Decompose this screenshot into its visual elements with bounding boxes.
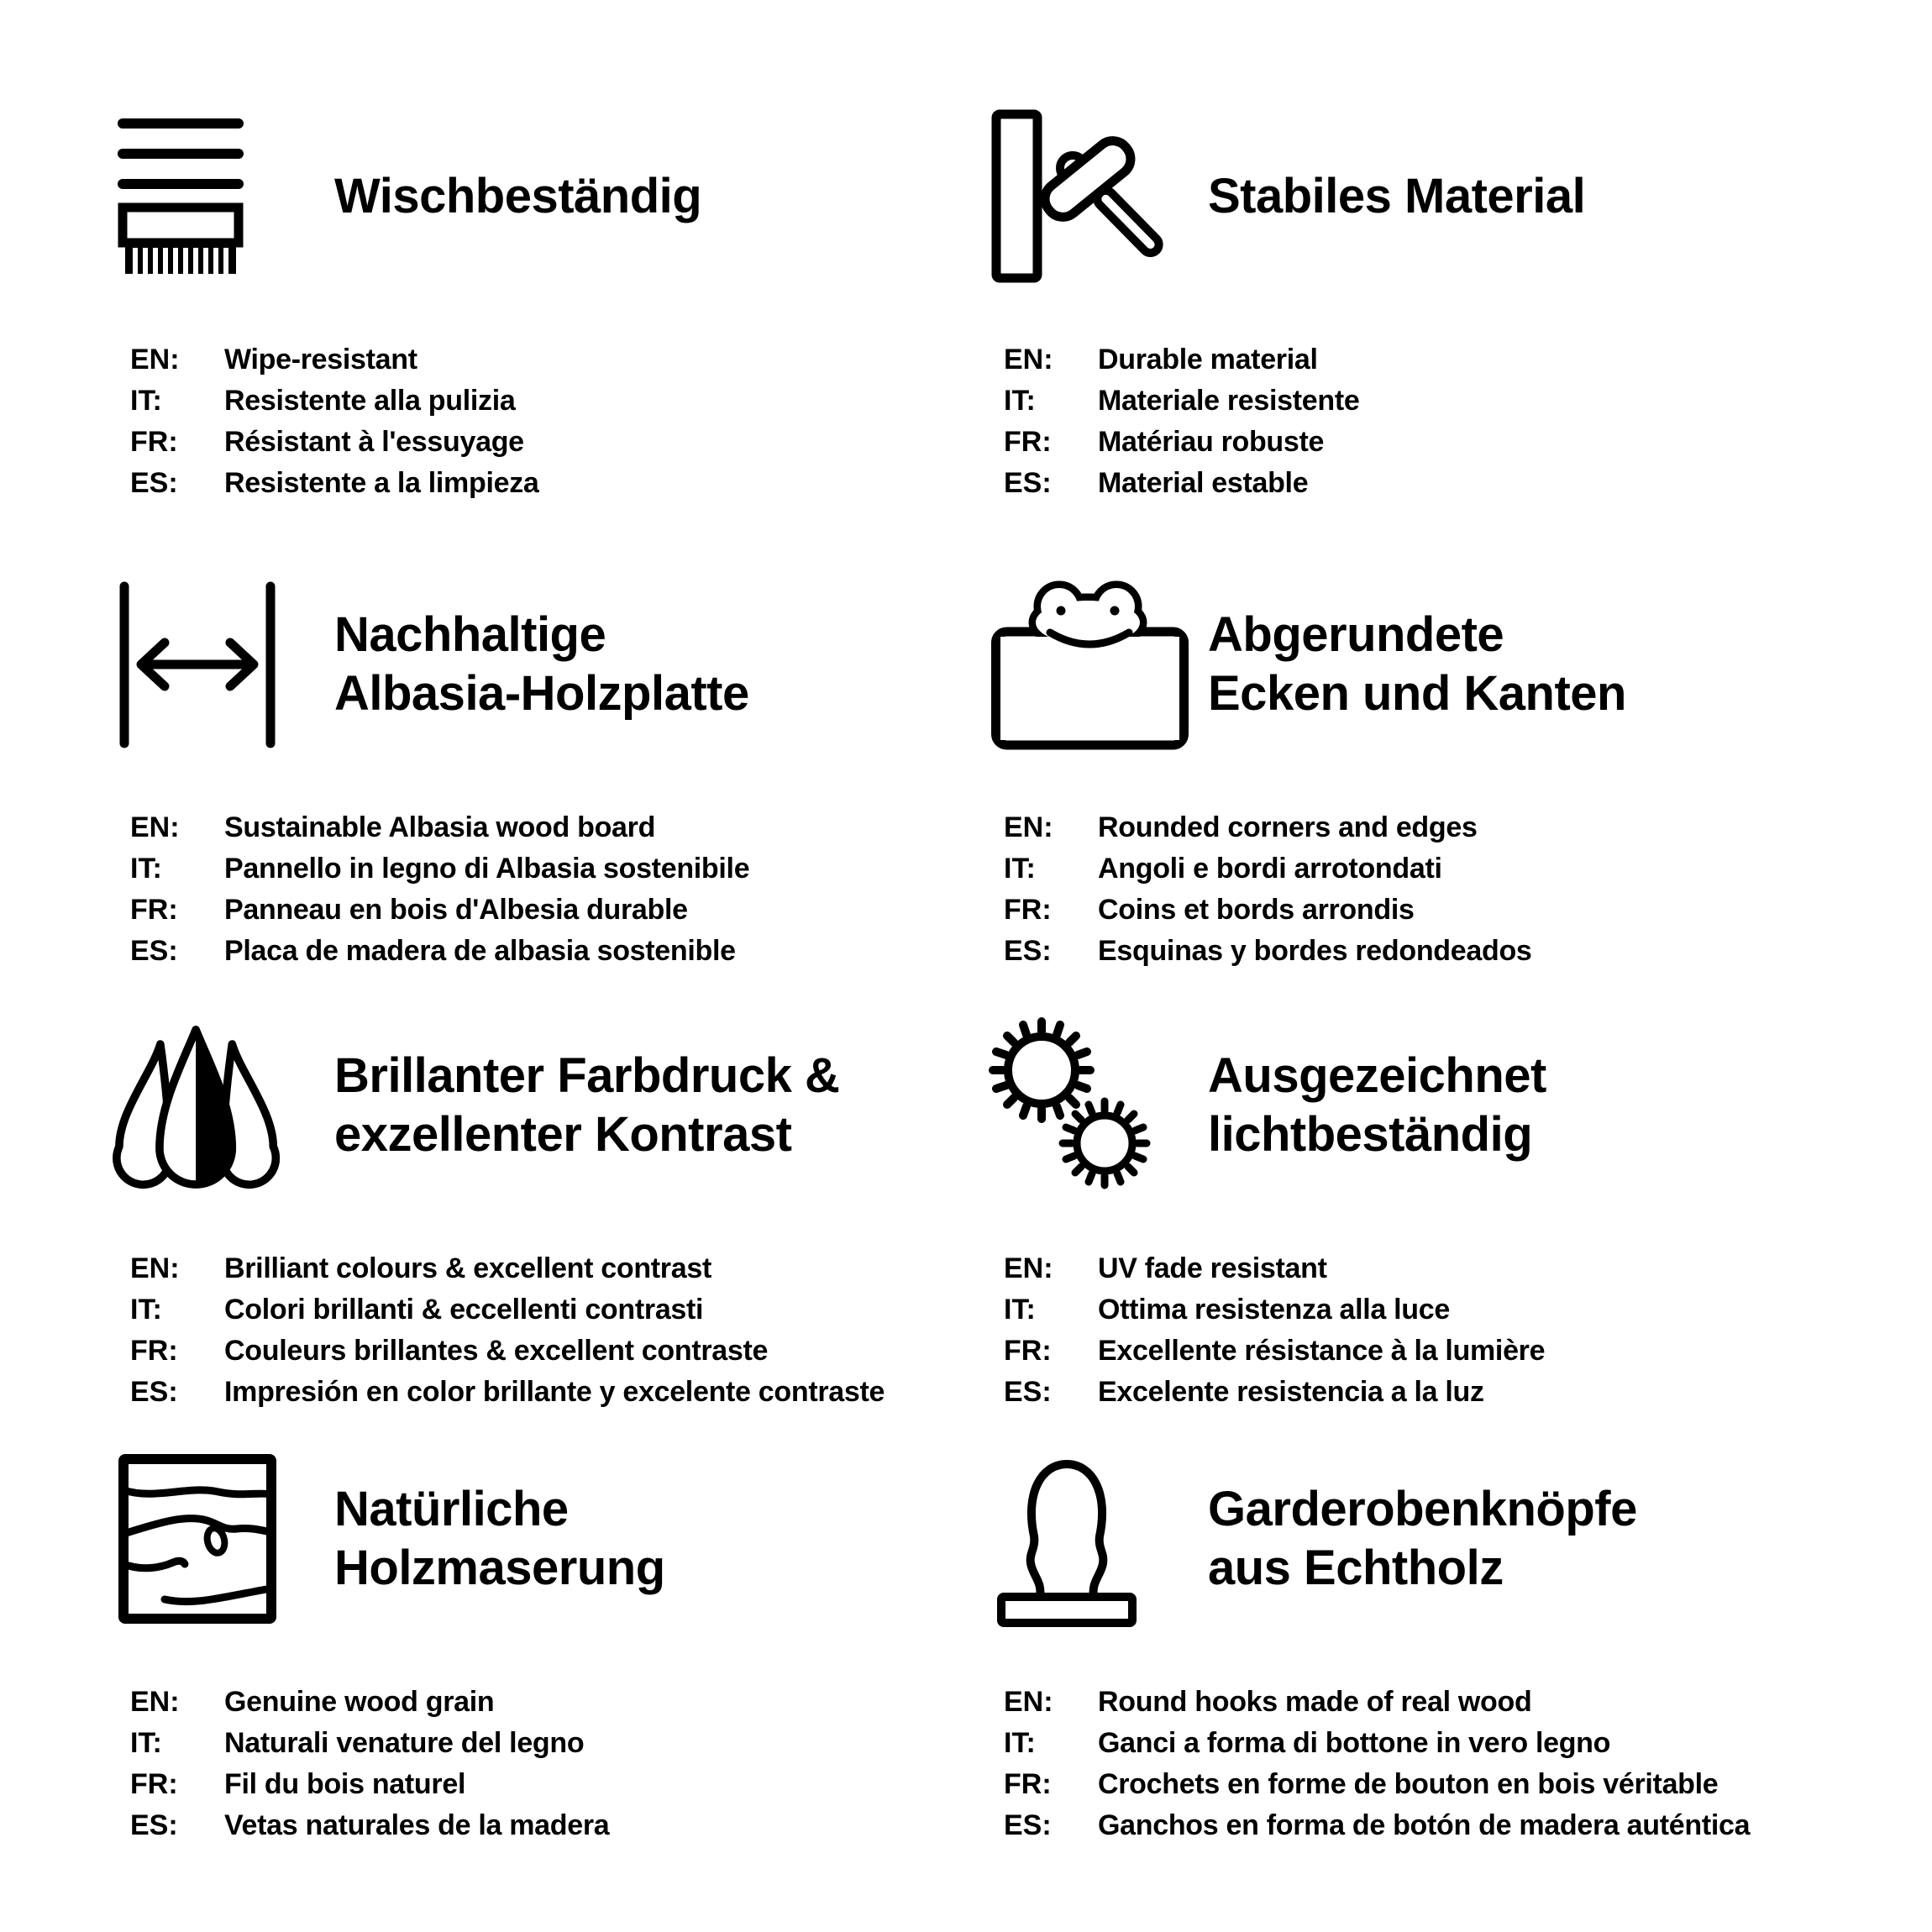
language-label: ES:: [130, 1809, 178, 1841]
language-label: FR:: [1004, 1768, 1052, 1800]
section-icon-box: [118, 1441, 328, 1636]
translation-text: Ganchos en forma de botón de madera auténtica: [1098, 1809, 1751, 1841]
translation-text: Couleurs brillantes & excellent contraste: [224, 1335, 769, 1367]
translation-text: Impresión en color brillante y excelente contraste: [224, 1376, 885, 1408]
translation-row: [130, 1805, 974, 1846]
title-line: Nachhaltige: [334, 607, 606, 663]
width-arrow-icon: [118, 583, 277, 747]
translation-list: [84, 1248, 974, 1413]
section-icon-box: [991, 1008, 1201, 1203]
section-header: [958, 99, 1848, 294]
translation-row: [130, 807, 974, 848]
translation-text: Ottima resistenza alla luce: [1098, 1294, 1450, 1326]
title-line: Wischbeständig: [334, 169, 702, 224]
translation-row: [1004, 1248, 1848, 1289]
translation-text: Esquinas y bordes redondeados: [1098, 935, 1532, 967]
translation-text: Crochets en forme de bouton en bois véritable: [1098, 1768, 1719, 1800]
translation-row: [130, 339, 974, 381]
language-label: FR:: [1004, 894, 1052, 926]
language-label: FR:: [130, 894, 178, 926]
translation-text: Excellente résistance à la lumière: [1098, 1335, 1546, 1367]
colour-drops-icon: [118, 1020, 279, 1192]
translation-row: [1004, 1723, 1848, 1764]
section-header: [84, 99, 974, 294]
title-line: Stabiles Material: [1208, 169, 1586, 224]
translation-row: [1004, 890, 1848, 931]
language-label: ES:: [130, 1376, 178, 1408]
wood-knob-icon: [991, 1449, 1142, 1630]
translation-list: [84, 1682, 974, 1846]
language-label: EN:: [130, 1686, 180, 1718]
translation-text: Material estable: [1098, 467, 1309, 499]
frog-board-icon: [991, 579, 1189, 751]
translation-row: [1004, 339, 1848, 381]
translation-text: Vetas naturales de la madera: [224, 1809, 610, 1841]
language-label: EN:: [1004, 1686, 1053, 1718]
translation-text: Round hooks made of real wood: [1098, 1686, 1532, 1718]
translation-text: Coins et bords arrondis: [1098, 894, 1415, 926]
language-label: IT:: [130, 1294, 162, 1326]
feature-section-wipe-resistant: [84, 99, 974, 504]
language-label: ES:: [1004, 935, 1052, 967]
translation-text: Pannello in legno di Albasia sostenibile: [224, 853, 750, 885]
title-line: Natürliche: [334, 1482, 569, 1537]
language-label: IT:: [130, 1727, 162, 1759]
section-title: [1208, 606, 1626, 722]
translation-row: [1004, 463, 1848, 504]
translation-row: [130, 381, 974, 422]
section-title: [334, 1047, 839, 1163]
section-icon-box: [991, 1441, 1201, 1636]
language-label: IT:: [130, 385, 162, 417]
language-label: ES:: [1004, 1809, 1052, 1841]
translation-row: [130, 1372, 974, 1413]
language-label: IT:: [1004, 1294, 1036, 1326]
translation-row: [130, 890, 974, 931]
section-header: [958, 567, 1848, 762]
title-line: Ecken und Kanten: [1208, 666, 1626, 721]
section-icon-box: [991, 567, 1201, 762]
translation-text: Placa de madera de albasia sostenible: [224, 935, 736, 967]
translation-row: [130, 1248, 974, 1289]
section-title: [1208, 1480, 1637, 1597]
language-label: FR:: [1004, 426, 1052, 458]
translation-list: [958, 339, 1848, 504]
section-title: [1208, 1047, 1546, 1163]
feature-section-sustainable-albasia-board: [84, 567, 974, 972]
translation-row: [130, 1331, 974, 1372]
section-icon-box: [118, 1008, 328, 1203]
translation-text: UV fade resistant: [1098, 1252, 1327, 1284]
translation-text: Panneau en bois d'Albesia durable: [224, 894, 688, 926]
translation-row: [130, 848, 974, 890]
translation-row: [1004, 931, 1848, 972]
section-icon-box: [991, 99, 1201, 294]
translation-text: Materiale resistente: [1098, 385, 1360, 417]
translation-text: Resistente a la limpieza: [224, 467, 539, 499]
language-label: EN:: [1004, 811, 1053, 843]
translation-row: [1004, 1372, 1848, 1413]
translation-list: [958, 807, 1848, 972]
translation-list: [958, 1682, 1848, 1846]
board-hammer-icon: [991, 111, 1159, 283]
title-line: Holzmaserung: [334, 1541, 665, 1595]
language-label: IT:: [1004, 1727, 1036, 1759]
translation-row: [1004, 1764, 1848, 1805]
section-icon-box: [118, 567, 328, 762]
language-label: ES:: [130, 467, 178, 499]
translation-text: Genuine wood grain: [224, 1686, 495, 1718]
section-icon-box: [118, 99, 328, 294]
translation-text: Resistente alla pulizia: [224, 385, 516, 417]
title-line: Brillanter Farbdruck &: [334, 1048, 840, 1104]
section-header: [84, 567, 974, 762]
uv-suns-icon: [991, 1017, 1155, 1194]
translation-list: [84, 339, 974, 504]
language-label: FR:: [130, 1768, 178, 1800]
section-title: [334, 1480, 665, 1597]
section-header: [84, 1441, 974, 1636]
translation-text: Sustainable Albasia wood board: [224, 811, 656, 843]
translation-text: Durable material: [1098, 344, 1318, 375]
translation-row: [1004, 1289, 1848, 1331]
translation-row: [1004, 381, 1848, 422]
feature-section-real-wood-knobs: [958, 1441, 1848, 1846]
title-line: exzellenter Kontrast: [334, 1107, 792, 1162]
wipe-brush-icon: [118, 117, 244, 276]
language-label: IT:: [1004, 853, 1036, 885]
language-label: EN:: [130, 344, 180, 375]
translation-row: [130, 1682, 974, 1723]
translation-text: Fil du bois naturel: [224, 1768, 466, 1800]
section-header: [958, 1441, 1848, 1636]
language-label: EN:: [1004, 344, 1053, 375]
title-line: Garderobenknöpfe: [1208, 1482, 1637, 1537]
translation-text: Excelente resistencia a la luz: [1098, 1376, 1484, 1408]
translation-row: [130, 1289, 974, 1331]
feature-section-natural-wood-grain: [84, 1441, 974, 1846]
section-header: [84, 1008, 974, 1203]
language-label: ES:: [1004, 1376, 1052, 1408]
feature-section-durable-material: [958, 99, 1848, 504]
translation-list: [958, 1248, 1848, 1413]
translation-row: [1004, 1331, 1848, 1372]
translation-list: [84, 807, 974, 972]
translation-text: Ganci a forma di bottone in vero legno: [1098, 1727, 1611, 1759]
feature-section-uv-light-resistant: [958, 1008, 1848, 1413]
wood-grain-icon: [118, 1453, 277, 1625]
translation-text: Matériau robuste: [1098, 426, 1325, 458]
translation-row: [1004, 848, 1848, 890]
translation-row: [130, 931, 974, 972]
translation-row: [1004, 422, 1848, 463]
title-line: Abgerundete: [1208, 607, 1504, 663]
translation-row: [130, 422, 974, 463]
section-title: [334, 167, 701, 226]
language-label: FR:: [1004, 1335, 1052, 1367]
feature-section-brilliant-colours: [84, 1008, 974, 1413]
translation-text: Angoli e bordi arrotondati: [1098, 853, 1442, 885]
translation-text: Naturali venature del legno: [224, 1727, 585, 1759]
translation-text: Wipe-resistant: [224, 344, 417, 375]
language-label: EN:: [1004, 1252, 1053, 1284]
translation-text: Résistant à l'essuyage: [224, 426, 524, 458]
section-header: [958, 1008, 1848, 1203]
language-label: EN:: [130, 1252, 180, 1284]
translation-text: Brilliant colours & excellent contrast: [224, 1252, 711, 1284]
title-line: Ausgezeichnet: [1208, 1048, 1546, 1104]
language-label: IT:: [1004, 385, 1036, 417]
section-title: [1208, 167, 1585, 226]
language-label: ES:: [130, 935, 178, 967]
language-label: EN:: [130, 811, 180, 843]
translation-row: [130, 1764, 974, 1805]
translation-row: [130, 1723, 974, 1764]
feature-section-rounded-corners: [958, 567, 1848, 972]
translation-text: Colori brillanti & eccellenti contrasti: [224, 1294, 704, 1326]
translation-row: [1004, 1682, 1848, 1723]
title-line: Albasia-Holzplatte: [334, 666, 749, 721]
title-line: aus Echtholz: [1208, 1541, 1504, 1595]
language-label: ES:: [1004, 467, 1052, 499]
language-label: FR:: [130, 426, 178, 458]
title-line: lichtbeständig: [1208, 1107, 1533, 1162]
section-title: [334, 606, 749, 722]
language-label: IT:: [130, 853, 162, 885]
translation-row: [1004, 807, 1848, 848]
translation-text: Rounded corners and edges: [1098, 811, 1478, 843]
translation-row: [1004, 1805, 1848, 1846]
language-label: FR:: [130, 1335, 178, 1367]
translation-row: [130, 463, 974, 504]
